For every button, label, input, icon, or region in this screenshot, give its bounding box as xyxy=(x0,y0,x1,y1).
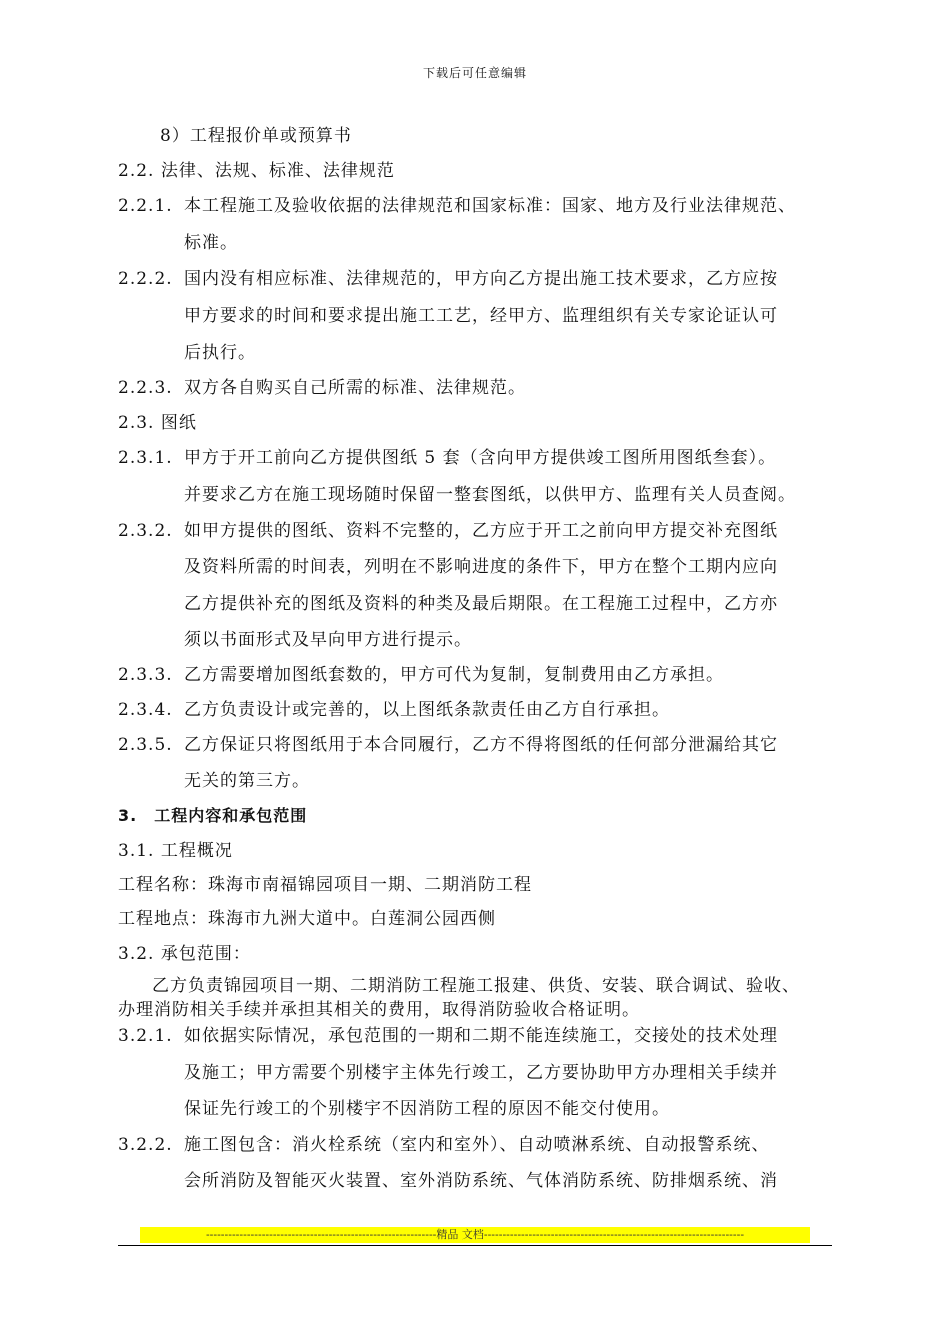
clause-continuation: 并要求乙方在施工现场随时保留一整套图纸，以供甲方、监理有关人员查阅。 xyxy=(184,485,796,505)
clause-text: 本工程施工及验收依据的法律规范和国家标准：国家、地方及行业法律规范、 xyxy=(184,196,796,216)
clause-continuation: 会所消防及智能灭火装置、室外消防系统、气体消防系统、防排烟系统、消 xyxy=(184,1171,778,1191)
clause-continuation: 后执行。 xyxy=(184,343,256,363)
scope-paragraph-continued: 办理消防相关手续并承担其相关的费用，取得消防验收合格证明。 xyxy=(118,1000,640,1020)
clause-number: 2.2.2. xyxy=(118,269,173,289)
clause-3-2-2 xyxy=(118,1134,770,1156)
clause-continuation: 及施工；甲方需要个别楼宇主体先行竣工，乙方要协助甲方办理相关手续并 xyxy=(184,1063,778,1083)
clause-2-3-2 xyxy=(118,520,778,542)
clause-text: 乙方需要增加图纸套数的，甲方可代为复制，复制费用由乙方承担。 xyxy=(184,665,724,685)
page-header: 下载后可任意编辑 xyxy=(422,66,527,80)
scope-paragraph: 乙方负责锦园项目一期、二期消防工程施工报建、供货、安装、联合调试、验收、 xyxy=(152,976,800,996)
clause-2-3-5 xyxy=(118,734,778,756)
clause-continuation: 乙方提供补充的图纸及资料的种类及最后期限。在工程施工过程中，乙方亦 xyxy=(184,594,778,614)
clause-2-3-1 xyxy=(118,447,776,469)
clause-number: 2.3.4. xyxy=(118,700,173,720)
clause-number: 3.2.1. xyxy=(118,1026,173,1046)
clause-text: 乙方保证只将图纸用于本合同履行，乙方不得将图纸的任何部分泄漏给其它 xyxy=(184,735,778,755)
clause-continuation: 须以书面形式及早向甲方进行提示。 xyxy=(184,630,472,650)
clause-number: 2.3.2. xyxy=(118,521,173,541)
clause-2-3-3 xyxy=(118,664,724,686)
footer-divider xyxy=(118,1245,832,1246)
clause-text: 施工图包含：消火栓系统（室内和室外）、自动喷淋系统、自动报警系统、 xyxy=(184,1135,770,1155)
clause-number: 2.3.3. xyxy=(118,665,173,685)
clause-text: 甲方于开工前向乙方提供图纸 5 套（含向甲方提供竣工图所用图纸叁套）。 xyxy=(184,448,777,468)
clause-2-2-2 xyxy=(118,268,778,290)
section-heading-3-2: 3.2. 承包范围： xyxy=(118,944,251,964)
clause-continuation: 甲方要求的时间和要求提出施工工艺，经甲方、监理组织有关专家论证认可 xyxy=(184,306,778,326)
clause-number: 2.3.5. xyxy=(118,735,173,755)
clause-continuation: 及资料所需的时间表，列明在不影响进度的条件下，甲方在整个工期内应向 xyxy=(184,557,778,577)
clause-text: 国内没有相应标准、法律规范的，甲方向乙方提出施工技术要求，乙方应按 xyxy=(184,269,778,289)
clause-2-3-4 xyxy=(118,699,670,721)
clause-text: 双方各自购买自己所需的标准、法律规范。 xyxy=(184,378,526,398)
clause-2-2-1 xyxy=(118,195,796,217)
clause-continuation: 无关的第三方。 xyxy=(184,771,310,791)
clause-number: 3.2.2. xyxy=(118,1135,173,1155)
clause-number: 2.2.3. xyxy=(118,378,173,398)
clause-text: 如甲方提供的图纸、资料不完整的，乙方应于开工之前向甲方提交补充图纸 xyxy=(184,521,778,541)
clause-text: 如依据实际情况，承包范围的一期和二期不能连续施工，交接处的技术处理 xyxy=(184,1026,778,1046)
project-name: 工程名称：珠海市南福锦园项目一期、二期消防工程 xyxy=(118,875,532,895)
clause-3-2-1 xyxy=(118,1025,778,1047)
section-heading-3: 3. 工程内容和承包范围 xyxy=(118,806,308,825)
section-heading-2-3: 2.3. 图纸 xyxy=(118,413,197,433)
clause-number: 2.2.1. xyxy=(118,196,173,216)
clause-text: 乙方负责设计或完善的，以上图纸条款责任由乙方自行承担。 xyxy=(184,700,670,720)
clause-continuation: 标准。 xyxy=(184,233,238,253)
section-heading-3-1: 3.1. 工程概况 xyxy=(118,841,233,861)
clause-continuation: 保证先行竣工的个别楼宇不因消防工程的原因不能交付使用。 xyxy=(184,1099,670,1119)
section-heading-2-2: 2.2. 法律、法规、标准、法律规范 xyxy=(118,161,395,181)
clause-number: 2.3.1. xyxy=(118,448,173,468)
clause-2-2-3 xyxy=(118,377,526,399)
list-item-8: 8）工程报价单或预算书 xyxy=(160,126,352,146)
project-location: 工程地点：珠海市九洲大道中。白莲洞公园西侧 xyxy=(118,909,496,929)
footer-banner: --------------------------------------------------------------精品 文档---------------------------------------------------------------------- xyxy=(140,1227,810,1243)
